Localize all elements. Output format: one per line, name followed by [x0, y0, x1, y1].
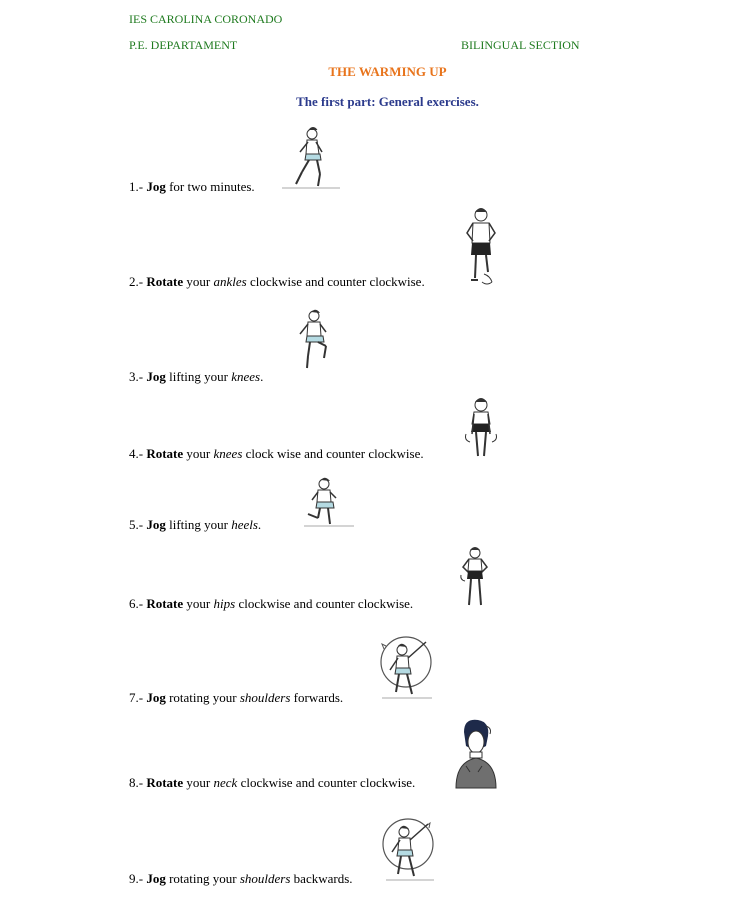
exercise-4: [129, 446, 424, 462]
exercise-text: forwards.: [290, 690, 344, 705]
page-title: THE WARMING UP: [328, 64, 447, 79]
exercise-number: 5.-: [129, 517, 144, 532]
section-name: BILINGUAL SECTION: [461, 38, 580, 52]
exercise-verb: Rotate: [146, 596, 184, 611]
body-part: knees: [213, 446, 243, 461]
exercise-number: 1.-: [129, 179, 144, 194]
body-part: shoulders: [239, 690, 291, 705]
exercise-number: 7.-: [129, 690, 144, 705]
exercise-text: your: [183, 775, 214, 790]
exercise-number: 2.-: [129, 274, 144, 289]
shoulder-backward-figure-icon: [380, 808, 440, 884]
exercise-text: your: [183, 596, 214, 611]
exercise-8: [129, 775, 415, 791]
exercise-text: clockwise and counter clockwise.: [237, 775, 416, 790]
exercise-text: clock wise and counter clockwise.: [242, 446, 424, 461]
body-part: heels: [231, 517, 258, 532]
exercise-verb: Jog: [146, 517, 166, 532]
department-name: P.E. DEPARTAMENT: [129, 38, 238, 52]
body-part: neck: [213, 775, 238, 790]
exercise-verb: Rotate: [146, 274, 184, 289]
exercise-number: 6.-: [129, 596, 144, 611]
body-part: shoulders: [239, 871, 291, 886]
exercise-1: [129, 179, 255, 195]
body-part: ankles: [213, 274, 247, 289]
exercise-text: lifting your: [165, 369, 232, 384]
exercise-text: clockwise and counter clockwise.: [246, 274, 425, 289]
exercise-2: [129, 274, 425, 290]
exercise-number: 9.-: [129, 871, 144, 886]
exercise-verb: Jog: [146, 871, 166, 886]
exercise-3: [129, 369, 263, 385]
exercise-number: 8.-: [129, 775, 144, 790]
heel-lift-jog-figure-icon: [296, 476, 356, 530]
exercise-number: 4.-: [129, 446, 144, 461]
exercise-text: your: [183, 446, 214, 461]
ankle-rotation-figure-icon: [462, 206, 500, 288]
knee-lift-jog-figure-icon: [292, 306, 336, 374]
knee-rotation-figure-icon: [462, 396, 500, 462]
neck-rotation-figure-icon: [452, 718, 500, 790]
exercise-verb: Jog: [146, 690, 166, 705]
exercise-number: 3.-: [129, 369, 144, 384]
exercise-text: backwards.: [290, 871, 353, 886]
body-part: hips: [213, 596, 236, 611]
exercise-text: .: [257, 517, 262, 532]
body-part: knees: [231, 369, 261, 384]
exercise-text: rotating your: [165, 871, 240, 886]
exercise-text: .: [260, 369, 264, 384]
exercise-text: lifting your: [165, 517, 232, 532]
exercise-text: clockwise and counter clockwise.: [235, 596, 414, 611]
exercise-verb: Jog: [146, 179, 166, 194]
page-subtitle: The first part: General exercises.: [296, 94, 479, 109]
exercise-text: for two minutes.: [165, 179, 255, 194]
exercise-verb: Jog: [146, 369, 166, 384]
exercise-text: your: [183, 274, 214, 289]
exercise-verb: Rotate: [146, 775, 184, 790]
jogging-figure-icon: [280, 122, 346, 192]
hip-rotation-figure-icon: [458, 545, 492, 609]
exercise-9: [129, 871, 353, 887]
school-name: IES CAROLINA CORONADO: [129, 12, 283, 26]
exercise-7: [129, 690, 343, 706]
exercise-6: [129, 596, 413, 612]
exercise-5: [129, 517, 261, 533]
exercise-text: rotating your: [165, 690, 240, 705]
exercise-verb: Rotate: [146, 446, 184, 461]
shoulder-forward-figure-icon: [376, 626, 438, 702]
